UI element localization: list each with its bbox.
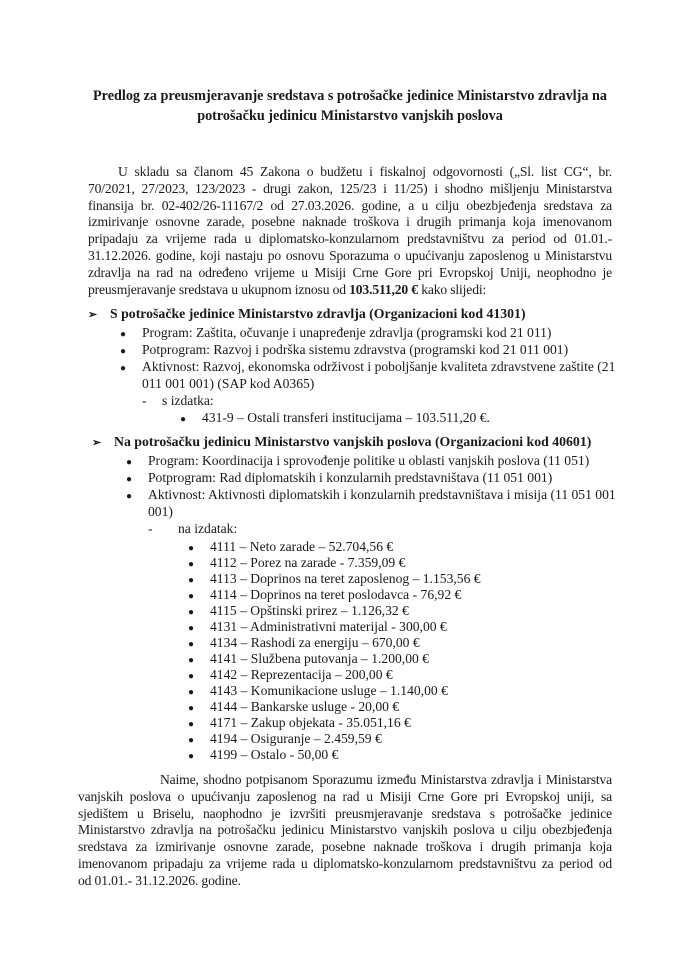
label-text: na izdatak: bbox=[178, 521, 238, 536]
paragraph-line: finansija br. 02-402/26-11167/2 od 27.03.2026. godine, a u cilju obezbjeđenja sredstava za bbox=[88, 197, 612, 213]
bullet-icon: ● bbox=[188, 735, 195, 746]
izdatak-label bbox=[120, 392, 615, 409]
item-text: Aktivnost: Aktivnosti diplomatskih i konzularnih predstavništava i misija (11 051 001 bbox=[148, 487, 616, 502]
item-text: Program: Zaštita, očuvanje i unapređenje zdravlja (programski kod 21 011) bbox=[142, 325, 552, 340]
bullet-icon: ● bbox=[188, 607, 195, 618]
item-text: 4143 – Komunikacione usluge – 1.140,00 € bbox=[210, 683, 448, 698]
bullet-icon: ● bbox=[180, 414, 187, 425]
bullet-icon: ● bbox=[188, 751, 195, 762]
closing-paragraph bbox=[78, 772, 612, 890]
text: preusmjeravanje sredstava u ukupnom iznosu od bbox=[88, 281, 350, 297]
item-text: 4171 – Zakup objekata - 35.051,16 € bbox=[210, 715, 411, 730]
item-text: 4112 – Porez na zarade - 7.359,09 € bbox=[210, 555, 406, 570]
section-from-list bbox=[120, 324, 615, 426]
item-text: Potprogram: Razvoj i podrška sistemu zdravstva (programski kod 21 011 001) bbox=[142, 342, 569, 357]
item-text: 4194 – Osiguranje – 2.459,59 € bbox=[210, 731, 382, 746]
bullet-icon: ● bbox=[126, 474, 133, 485]
bullet-icon: ● bbox=[188, 559, 195, 570]
paragraph-line: imenovanom pripadaju za vrijeme rada u diplomatsko-konzularnom predstavništvu za period od bbox=[78, 855, 612, 871]
list-item bbox=[120, 324, 615, 341]
list-item bbox=[120, 341, 615, 358]
dash-icon: - bbox=[148, 521, 153, 536]
dash-icon: - bbox=[142, 393, 147, 408]
bullet-icon: ● bbox=[188, 655, 195, 666]
expense-item bbox=[188, 651, 481, 667]
expense-item bbox=[188, 539, 481, 555]
header-text: Na potrošačku jedinicu Ministarstvo vanjskih poslova (Organizacioni kod 40601) bbox=[114, 434, 592, 449]
bullet-icon: ● bbox=[188, 703, 195, 714]
bullet-icon: ● bbox=[188, 671, 195, 682]
header-text: S potrošačke jedinice Ministarstvo zdravlja (Organizacioni kod 41301) bbox=[110, 306, 526, 321]
total-amount: 103.511,20 € bbox=[349, 281, 418, 297]
section-from-header bbox=[88, 306, 526, 323]
izdatak-label bbox=[126, 520, 616, 537]
paragraph-line: sjedištem u Briselu, naophodno je izvršiti preusmjeravanje sredstava s potrošačke jedinice bbox=[78, 805, 612, 821]
item-text: 4113 – Doprinos na teret zaposlenog – 1.153,56 € bbox=[210, 571, 481, 586]
expense-item bbox=[188, 747, 481, 763]
bullet-icon: ● bbox=[126, 491, 133, 502]
bullet-icon: ● bbox=[120, 363, 127, 374]
expense-item bbox=[188, 731, 481, 747]
paragraph-line: vanjskih poslova o upućivanju zaposlenog na rad u Misiji Crne Gore pri Evropskoj uniji, sa bbox=[78, 788, 612, 804]
document-title bbox=[60, 86, 640, 126]
paragraph-line: 31.12.2026. godine, koji nastaju po osnovu Sporazuma o upućivanju zaposlenog u Ministarstvu bbox=[88, 247, 612, 263]
expense-item bbox=[188, 683, 481, 699]
expense-item bbox=[120, 409, 615, 426]
arrow-bullet-icon: ➢ bbox=[92, 437, 102, 449]
list-item-continued: 001) bbox=[148, 504, 173, 519]
item-text: 4199 – Ostalo - 50,00 € bbox=[210, 747, 339, 762]
item-text: 431-9 – Ostali transferi institucijama – 103.511,20 €. bbox=[202, 410, 490, 425]
expense-item bbox=[188, 715, 481, 731]
bullet-icon: ● bbox=[188, 687, 195, 698]
bullet-icon: ● bbox=[120, 329, 127, 340]
intro-paragraph bbox=[88, 164, 612, 298]
paragraph-line: Naime, shodno potpisanom Sporazumu između Ministarstva zdravlja i Ministarstva bbox=[160, 772, 612, 787]
bullet-icon: ● bbox=[188, 623, 195, 634]
bullet-icon: ● bbox=[188, 639, 195, 650]
paragraph-line: Ministarstvo zdravlja na potrošačku jedinicu Ministarstvo vanjskih poslova u cilju obezbjeđenja bbox=[78, 822, 612, 838]
item-text: 4142 – Reprezentacija – 200,00 € bbox=[210, 667, 393, 682]
paragraph-line: U skladu sa članom 45 Zakona o budžetu i fiskalnoj odgovornosti („Sl. list CG“, br. bbox=[118, 164, 612, 179]
paragraph-line: zdravlja na rad na određeno vrijeme u Misiji Crne Gore pri Evropskoj Uniji, neophodno je bbox=[88, 264, 612, 280]
paragraph-line: 70/2021, 27/2023, 123/2023 - drugi zakon, 125/23 i 11/25) i shodno mišljenju Ministarstva bbox=[88, 180, 612, 196]
title-line: Predlog za preusmjeravanje sredstava s potrošačke jedinice Ministarstvo zdravlja na bbox=[93, 88, 607, 104]
item-text: 4115 – Opštinski prirez – 1.126,32 € bbox=[210, 603, 409, 618]
item-text: 4134 – Rashodi za energiju – 670,00 € bbox=[210, 635, 420, 650]
expense-item bbox=[188, 571, 481, 587]
arrow-bullet-icon: ➢ bbox=[88, 309, 98, 321]
item-text: 4144 – Bankarske usluge - 20,00 € bbox=[210, 699, 400, 714]
paragraph-line: od 01.01.- 31.12.2026. godine. bbox=[78, 872, 241, 888]
item-text: 4114 – Doprinos na teret poslodavca - 76,92 € bbox=[210, 587, 462, 602]
expense-item bbox=[188, 635, 481, 651]
bullet-icon: ● bbox=[188, 543, 195, 554]
text: kako slijedi: bbox=[417, 281, 487, 297]
expense-item bbox=[188, 667, 481, 683]
paragraph-line: pripadaju za vrijeme rada u diplomatsko-konzularnom predstavništvu za period od 01.01.- bbox=[88, 231, 612, 247]
expense-item bbox=[188, 699, 481, 715]
item-text: 4141 – Službena putovanja – 1.200,00 € bbox=[210, 651, 429, 666]
bullet-icon: ● bbox=[120, 346, 127, 357]
item-text: 4131 – Administrativni materijal - 300,00 € bbox=[210, 619, 447, 634]
expense-list bbox=[188, 539, 481, 763]
list-item bbox=[126, 486, 616, 503]
bullet-icon: ● bbox=[188, 719, 195, 730]
section-to-header bbox=[92, 434, 591, 451]
paragraph-line: sredstava za izmirivanje osnovne zarade, posebne naknade troškova i drugih primanja koja bbox=[78, 839, 612, 855]
bullet-icon: ● bbox=[188, 575, 195, 586]
expense-item bbox=[188, 603, 481, 619]
item-text: Program: Koordinacija i sprovođenje politike u oblasti vanjskih poslova (11 051) bbox=[148, 453, 590, 468]
list-item bbox=[126, 469, 616, 486]
bullet-icon: ● bbox=[188, 591, 195, 602]
item-text: Potprogram: Rad diplomatskih i konzularnih predstavništava (11 051 001) bbox=[148, 470, 553, 485]
expense-item bbox=[188, 587, 481, 603]
list-item bbox=[126, 452, 616, 469]
list-item-continued: 011 001 001) (SAP kod A0365) bbox=[142, 376, 315, 391]
label-text: s izdatka: bbox=[162, 393, 214, 408]
paragraph-line: izmirivanje osnovne zarade, posebne naknade troškova i drugih primanja koja imenovanom bbox=[88, 214, 612, 230]
item-text: 4111 – Neto zarade – 52.704,56 € bbox=[210, 539, 394, 554]
item-text: Aktivnost: Razvoj, ekonomska održivost i poboljšanje kvaliteta zdravstvene zaštite (21 bbox=[142, 359, 616, 374]
section-to-list bbox=[126, 452, 616, 537]
title-line: potrošačku jedinicu Ministarstvo vanjskih poslova bbox=[197, 108, 503, 124]
bullet-icon: ● bbox=[126, 457, 133, 468]
paragraph-line bbox=[88, 282, 612, 299]
expense-item bbox=[188, 555, 481, 571]
expense-item bbox=[188, 619, 481, 635]
list-item bbox=[120, 358, 615, 375]
